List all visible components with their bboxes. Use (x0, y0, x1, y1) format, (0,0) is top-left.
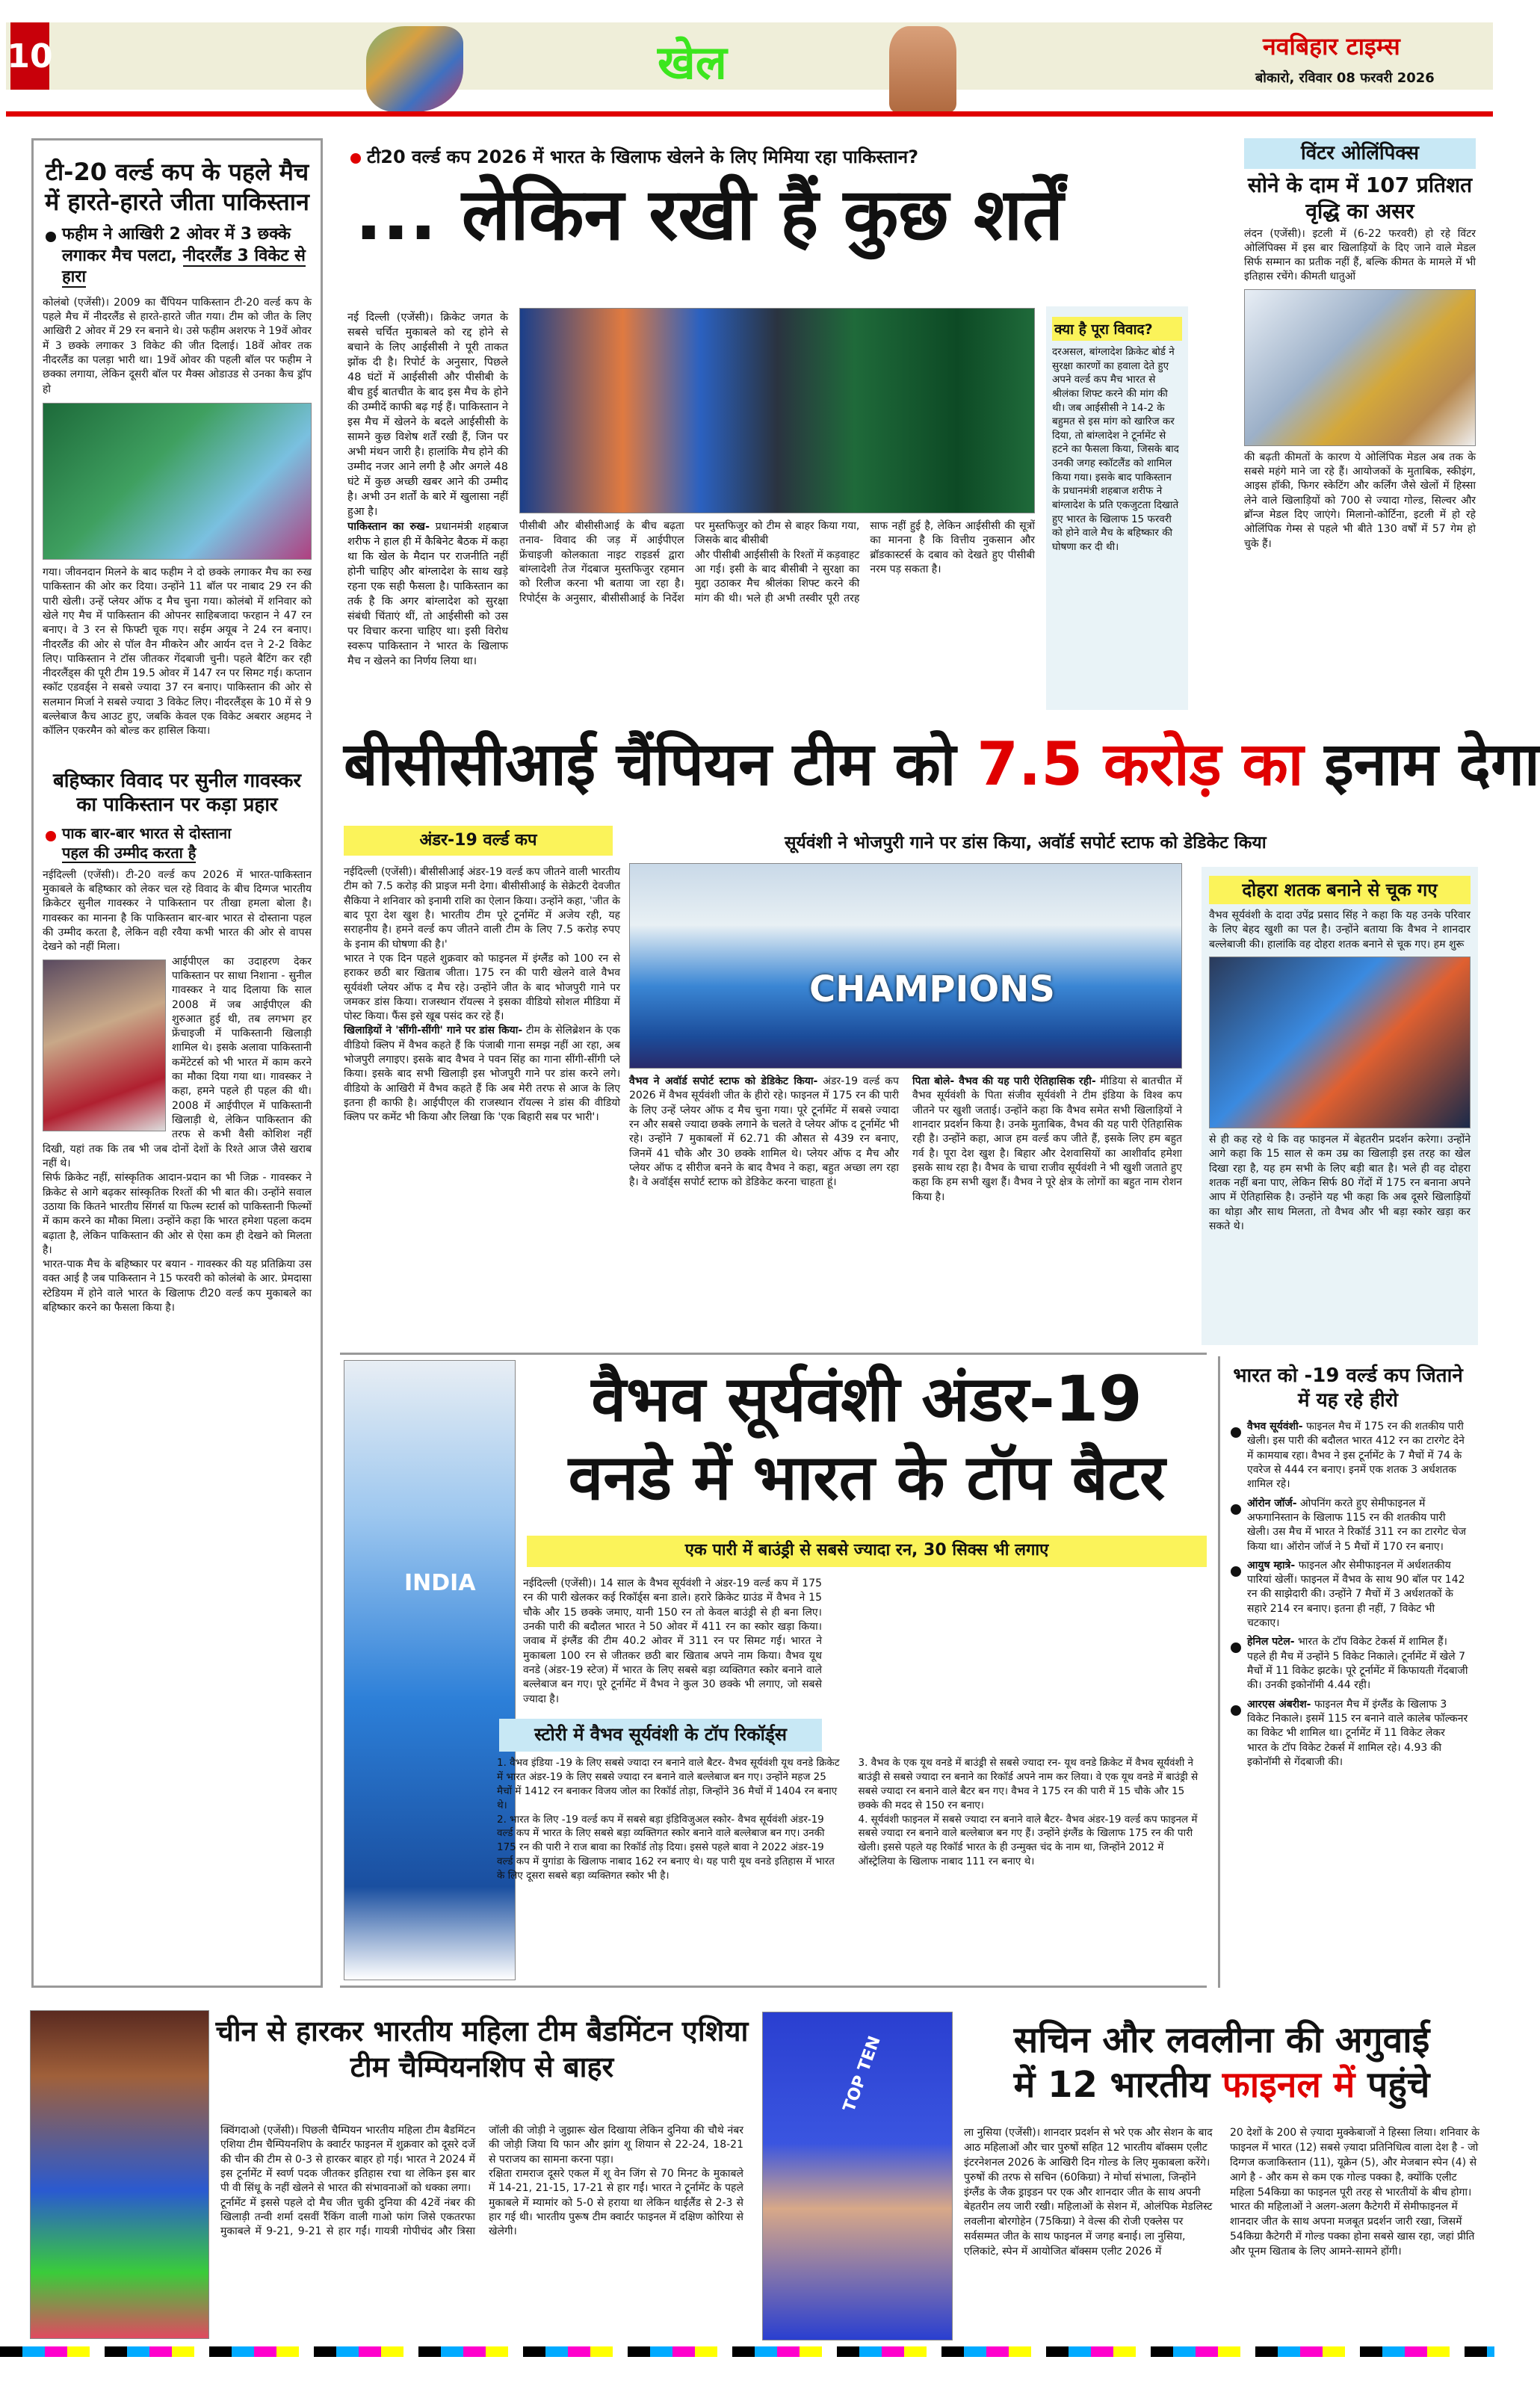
bullet-text: पाक बार-बार भारत से दोस्ताना (62, 823, 232, 842)
badminton-headline: चीन से हारकर भारतीय महिला टीम बैडमिंटन एशिया टीम चैम्पियनशिप से बाहर (215, 2015, 749, 2083)
page-number: 10 (10, 22, 49, 90)
medals-photo (1244, 289, 1476, 446)
vaibhav-headline-line2: वनडे में भारत के टॉप बैटर (568, 1441, 1166, 1514)
heroes-list (1228, 1420, 1468, 1770)
hero-text: भारत के टॉप विकेट टेकर्स में शामिल हैं। पहले ही मैच में उन्होंने 5 विकेट निकाले। टूर्नामेंट में खेले 7 मैचों में 11 विकेट झटके। पूरे टूर्नामेंट में किफायती गेंदबाजी की। उनकी इकोनॉमी 4.44 रही। (1247, 1636, 1468, 1692)
lead-body-col1 (347, 310, 508, 706)
winter-olympics-story (1244, 138, 1476, 706)
lead-body-para2: प्रधानमंत्री शहबाज शरीफ ने हाल ही में कैबिनेट बैठक में कहा था कि खेल के मैदान पर राजनीति नहीं होनी चाहिए और बांग्लादेश के साथ खड़े रहना एक सही फैसला है। पाकिस्तान का तर्क है कि अगर बांग्लादेश को सुरक्षा संबंधी चिंताएं थीं, तो आईसीसी को उस पर विचार करना चाहिए था। इसी विरोध स्वरूप पाकिस्तान ने भारत के खिलाफ मैच न खेलने का निर्णय लिया था। (347, 521, 508, 667)
record-item: 3. वैभव के एक यूथ वनडे में बाउंड्री से सबसे ज्यादा रन- यूथ वनडे क्रिकेट में वैभव सूर्यवंशी ने बाउंड्री से सबसे ज्यादा रन बनाने का रिकॉर्ड अपने नाम कर लिया। वे एक यूथ वनडे में बाउंड्री से सबसे ज्यादा रन बनाने वाले बैटर बन गए। वैभव ने 175 रन की पारी में 15 चौके और 15 छक्के की मदद से 150 रन बनाए। (858, 1757, 1199, 1811)
bcci-para: भारत ने एक दिन पहले शुक्रवार को फाइनल में इंग्लैंड को 100 रन से हराकर छठी बार खिताब जीता। 175 रन की पारी खेलने वाले वैभव सूर्यवंशी प्लेयर ऑफ द मैच रहे। उन्होंने जीत के बाद भोजपुरी गाने पर जमकर डांस किया। राजस्थान रॉयल्स ने इसका वीडियो सोशल मीडिया में पोस्ट किया। फैंस इसे खूब पसंद कर रहे हैं। (344, 952, 620, 1023)
vaibhav-strap: एक पारी में बाउंड्री से सबसे ज्यादा रन, 30 सिक्स भी लगाए (527, 1536, 1207, 1567)
lovlina-boxing-photo (762, 2012, 953, 2340)
badminton-para: टूर्नामेंट में इससे पहले दो मैच जीत चुकी दुनिया की 42वें नंबर की खिलाड़ी तन्वी शर्मा दसवीं रैंकिंग वाली गाओ फांग जिसे एकतरफा मुकाबले में 9-21, 9-21 से हार गईं। गायत्री गोपीचंद और त्रिसा जॉली की जोड़ी ने जुझारू खेल दिखाया लेकिन दुनिया की चौथे नंबर की जोड़ी जिया यि फान और झांग शू शियान से 22-24, 18-21 से पराजय का सामना करना पड़ा। (220, 2125, 743, 2238)
hero-text: फाइनल और सेमीफाइनल में अर्धशतकीय पारियां खेलीं। फाइनल में वैभव के साथ 90 बॉल पर 142 रन की साझेदारी की। उन्होंने 7 मैचों में 3 अर्धशतकों के सहारे 214 रन बनाए। इतना ही नहीं, 7 विकेट भी चटकाए। (1247, 1559, 1465, 1630)
double-century-body-cont: से ही कह रहे थे कि वह फाइनल में बेहतरीन प्रदर्शन करेगा। उन्होंने आगे कहा कि 15 साल से कम उम्र का खिलाड़ी इस तरह का खेल दिखा रहा है, यह हम सभी के लिए बड़ी बात है। भले ही वह दोहरा शतक नहीं बना पाए, लेकिन सिर्फ 80 गेंदों में 175 रन बनाना अपने आप में ऐतिहासिक है। उन्होंने यह भी कहा कि अब दूसरे खिलाड़ियों का थोड़ा और साथ मिलता, तो वैभव और भी बड़ा स्कोर खड़ा कर सकते थे। (1209, 1133, 1471, 1232)
gavaskar-body: नईदिल्ली (एजेंसी)। टी-20 वर्ल्ड कप 2026 में भारत-पाकिस्तान मुकाबले के बहिष्कार को लेकर चल रहे विवाद के बीच दिग्गज भारतीय क्रिकेटर सुनील गावस्कर ने पाकिस्तान पर तीखा हमला बोला है। गावस्कर का मानना है कि पाकिस्तान बार-बार भारत से दोस्ताना पहल की उम्मीद करता है, लेकिन वही रवैया कभी भारत की ओर से वापस देखने को नहीं मिला। (43, 868, 312, 954)
vaibhav-celebration-photo (1209, 957, 1471, 1128)
hero-name: आरएस अंबरीश- (1247, 1698, 1311, 1711)
record-item: 4. सूर्यवंशी फाइनल में सबसे ज्यादा रन बनाने वाले बैटर- वैभव अंडर-19 वर्ल्ड कप फाइनल में सबसे ज्यादा रन बनाने वाले बल्लेबाज बन गए हैं। उन्होंने इंग्लैंड के खिलाफ 175 रन की पारी खेली। इससे पहले यह रिकॉर्ड भारत के ही उन्मुक्त चंद के नाम था, जिन्होंने 2012 में ऑस्ट्रेलिया के खिलाफ नाबाद 111 रन बनाए थे। (858, 1813, 1198, 1868)
hero-item (1228, 1559, 1468, 1631)
boxing-para: 20 देशों के 200 से ज़्यादा मुक्केबाजों ने हिस्सा लिया। शनिवार के फाइनल में भारत (12) सबसे ज़्यादा प्रतिनिधित्व वाला देश है - जो दिग्गज कजाकिस्तान (11), यूक्रेन (5), और मेजबान स्पेन (4) से आगे है - और कम से कम एक गोल्ड पक्का है, क्योंकि एलीट महिला 54किग्रा का फाइनल पूरी तरह से भारतीयों के बीच होगा। भारत की महिलाओं ने अलग-अलग कैटेगरी में सेमीफाइनल में शानदार जीत के साथ अपना मजबूत प्रदर्शन जारी रखा, जिसमें 54किग्रा कैटेगरी में गोल्ड पक्का होना सबसे खास रहा, जहां प्रीति और पूनम खिताब के लिए आमने-सामने होंगी। (1230, 2127, 1479, 2258)
boxing-para: ला नुसिया (एजेंसी)। शानदार प्रदर्शन से भरे एक और सेशन के बाद आठ महिलाओं और चार पुरुषों सहित 12 भारतीय बॉक्सम एलीट इंटरनेशनल 2026 के आखिरी दिन गोल्ड के लिए मुकाबला करेंगे। पुरुषों की तरफ से सचिन (60किग्रा) ने मोर्चा संभाला, जिन्होंने इंग्लैंड के जैक ड्राइडन पर एक और शानदार जीत के साथ अपनी बेहतरीन लय जारी रखी। महिलाओं के सेशन में, ओलंपिक मेडलिस्ट लवलीना बोरगोहेन (75किग्रा) ने वेल्स की रोजी एक्लेस पर सर्वसम्मत जीत के साथ फाइनल में जगह बनाई। ला नुसिया, एलिकांटे, स्पेन में आयोजित बॉक्सम एलीट 2026 में (964, 2127, 1213, 2258)
lead-subhead: पाकिस्तान का रुख- (347, 521, 430, 533)
heroes-title: भारत को -19 वर्ल्ड कप जिताने में यह रहे हीरो (1233, 1365, 1463, 1412)
headgear-text: TOP TEN (840, 2033, 885, 2115)
color-registration-bar (0, 2346, 1494, 2357)
pak-win-headline: टी-20 वर्ल्ड कप के पहले मैच में हारते-हारते जीता पाकिस्तान (45, 158, 309, 216)
badminton-para: रक्षिता रामराज दूसरे एकल में शू वेन जिंग से 70 मिनट के मुकाबले में 14-21, 21-15, 17-21 से हार गईं। भारत ने टूर्नामेंट के पहले मुकाबले में म्यामांर को 5-0 से हराया था लेकिन थाईलैंड से 2-3 से हार गई थी। भारतीय पुरूष टीम क्वार्टर फाइनल में दक्षिण कोरिया से खेलेगी। (489, 2167, 743, 2238)
hero-item (1228, 1698, 1468, 1770)
records-title: स्टोरी में वैभव सूर्यवंशी के टॉप रिकॉर्ड्स (499, 1719, 822, 1752)
vaibhav-body: नईदिल्ली (एजेंसी)। 14 साल के वैभव सूर्यवंशी ने अंडर-19 वर्ल्ड कप में 175 रन की पारी खेलकर कई रिकॉर्ड्स बना डाले। हरारे क्रिकेट ग्राउंड में वैभव ने 15 चौके और 15 छक्के जमाए, यानी 150 रन तो केवल बाउंड्री से ही बना लिए। उनकी पारी की बदौलत भारत ने 50 ओवर में 411 रन का स्कोर खड़ा किया। जवाब में इंग्लैंड की टीम 40.2 ओवर में 311 रन पर सिमट गई। भारत ने मुकाबला 100 रन से जीतकर छठी बार खिताब अपने नाम किया। वैभव यूथ वनडे (अंडर-19 स्टेज) में भारत के लिए सबसे बड़ा व्यक्तिगत स्कोर बनाने वाले बल्लेबाज बन गए। पूरे टूर्नामेंट में वैभव ने कुल 30 छक्के भी लगाए, जो सबसे ज्यादा है। (523, 1578, 822, 1705)
vaibhav-batting-photo (344, 1360, 516, 1980)
lead-caption-para: पीसीबी और बीसीसीआई के बीच बढ़ता तनाव- विवाद की जड़ में आईपीएल फ्रेंचाइजी कोलकाता नाइट राइडर्स द्वारा बांग्लादेशी तेज गेंदबाज मुस्तफिजुर रहमान को रिलीज करना भी बताया जा रहा है। रिपोर्ट्स के अनुसार, बीसीसीआई के निर्देश पर मुस्तफिजुर को टीम से बाहर किया गया, जिसके बाद बीसीबी (519, 520, 860, 605)
bcci-headline-amount: 7.5 करोड़ का (977, 729, 1304, 799)
fahim-batting-photo (43, 403, 312, 560)
bcci-body-col1 (344, 865, 620, 1344)
gavaskar-photo (43, 960, 166, 1131)
jharkhand-map-illustration (366, 26, 463, 112)
lead-caption-para2: और पीसीबी आईसीसी के रिश्तों में कड़वाहट आ गई। इसी के बाद बीसीबी ने सुरक्षा का मुद्दा उठाकर मैच श्रीलंका शिफ्ट करने की मांग की थी। भले ही अभी तस्वीर पूरी तरह साफ नहीं हुई है, लेकिन आईसीसी की सूत्रों का मानना है कि वित्तीय नुकसान और ब्रॉडकास्टर्स के दबाव को देखते हुए पीसीबी नरम पड़ सकता है। (694, 520, 1035, 605)
bcci-para: टीम के सेलिब्रेशन के एक वीडियो क्लिप में वैभव कहते हैं कि पंजाबी गाना समझ नहीं आ रहा, अब भोजपुरी लगाइए। इसके बाद वैभव ने पवन सिंह का गाना सींगी-सींगी प्ले किया। इसके बाद सभी खिलाड़ी इस भोजपुरी गाने पर डांस करने लगे। वीडियो के आखिरी में वैभव कहते हैं कि अब मेरी तरफ से आज के लिए इतना ही काफी है। आईपीएल की राजस्थान रॉयल्स ने डांस की वीडियो क्लिप पर कमेंट भी किया और लिखा कि 'एक बिहारी सब पर भारी'। (344, 1025, 621, 1124)
masthead-rule (6, 111, 1493, 117)
record-item: 2. भारत के लिए -19 वर्ल्ड कप में सबसे बड़ा इंडिविजुअल स्कोर- वैभव सूर्यवंशी अंडर-19 वर्ल्ड कप में भारत के लिए सबसे बड़ा व्यक्तिगत स्कोर बनाने वाले बल्लेबाज बन गए। उनकी 175 रन की पारी ने राज बावा का रिकॉर्ड तोड़ दिया। इससे पहले बावा ने 2022 अंडर-19 वर्ल्ड कप में युगांडा के खिलाफ नाबाद 162 रन बनाए थे। यह पारी यूथ वनडे इतिहास में भारत के लिए दूसरा सबसे बड़ा व्यक्तिगत स्कोर भी है। (497, 1813, 835, 1882)
pak-win-body: कोलंबो (एजेंसी)। 2009 का चैंपियन पाकिस्तान टी-20 वर्ल्ड कप के पहले मैच में नीदरलैंड से हारते-हारते जीत गया। टीम को जीत के लिए आखिरी 2 ओवर में 29 रन बनाने थे। उसे फहीम अशरफ ने 19वें ओवर में 3 छक्के लगाकर 3 विकेट की जीत दिलाई। 18वें ओवर तक नीदरलैंड का पलड़ा भारी था। 19वें ओवर की पहली बॉल पर फहीम ने छक्का लगाया, लेकिन दूसरी बॉल पर मैक्स ओडाउड से उनका कैच ड्रॉप हो (43, 296, 312, 395)
badminton-para: क्विंगदाओ (एजेंसी)। पिछली चैम्पियन भारतीय महिला टीम बैडमिंटन एशिया टीम चैम्पियनशिप के क्वार्टर फाइनल में शुक्रवार को दूसरे दर्जे की चीन की टीम से 0-3 से हारकर बाहर हो गई। भारत ने 2024 में इस टूर्नामेंट में स्वर्ण पदक जीतकर इतिहास रचा था लेकिन इस बार पी वी सिंधू के नहीं खेलने से भारत की संभावनाओं को धक्का लगा। (220, 2125, 475, 2195)
lead-captions (519, 519, 1035, 706)
vaibhav-headline-line1: वैभव सूर्यवंशी अंडर-19 (591, 1362, 1142, 1436)
champions-banner: CHAMPIONS (809, 968, 1055, 1010)
records-list (497, 1756, 1203, 1984)
heroes-box (1218, 1356, 1476, 1988)
olympics-body: लंदन (एजेंसी)। इटली में (6-22 फरवरी) हो रहे विंटर ओलिंपिक्स में इस बार खिलाड़ियों के दिए जाने वाले मेडल सिर्फ सम्मान का प्रतीक नहीं हैं, बल्कि कीमत के मामले में भी इतिहास रचेंगे। कीमती धातुओं (1244, 227, 1476, 283)
bullet-text: फहीम ने आखिरी 2 ओवर में 3 छक्के लगाकर मैच पलटा, (62, 225, 291, 265)
u19-champions-photo (629, 863, 1182, 1069)
bcci-para: अंडर-19 वर्ल्ड कप 2026 में वैभव सूर्यवंशी जीत के हीरो रहे। फाइनल में 175 रन की पारी के लिए उन्हें प्लेयर ऑफ द मैच चुना गया। पूरे टूर्नामेंट में सबसे ज्यादा रन और सबसे ज्यादा छक्के लगाने के चलते वे प्लेयर ऑफ द टूर्नामेंट भी रहे। उन्होंने 7 मुकाबलों में 62.71 की औसत से 439 रन बनाए, जिनमें 41 चौके और 30 छक्के शामिल थे। प्लेयर ऑफ द मैच और प्लेयर ऑफ द सीरीज बनने के बाद वैभव ने कहा, बहुत अच्छा लग रहा है। वे अवॉर्ड्स सपोर्ट स्टाफ को डेडिकेट करना चाहता हूं। (629, 1075, 900, 1189)
archer-statue-illustration (889, 26, 956, 112)
hero-name: ऑरोन जॉर्ज- (1247, 1497, 1297, 1509)
hero-item (1228, 1497, 1468, 1554)
u19-label: अंडर-19 वर्ल्ड कप (344, 826, 613, 856)
bcci-subhead4: पिता बोले- वैभव की यह पारी ऐतिहासिक रही- (912, 1075, 1096, 1087)
lead-body-para: नई दिल्ली (एजेंसी)। क्रिकेट जगत के सबसे चर्चित मुकाबले को रद्द होने से बचाने के लिए आईसीसी ने पूरी ताकत झोंक दी है। रिपोर्ट के अनुसार, पिछले 48 घंटों में आईसीसी और पीसीबी के बीच हुई बातचीत के बाद इस मैच के होने की उम्मीदें काफी बढ़ गई हैं। पाकिस्तान ने इस मैच में खेलने के बदले आईसीसी के सामने कुछ विशेष शर्तें रखी हैं, जिन पर अभी मंथन जारी है। हालांकि मैच होने की उम्मीद नजर आने लगी है और अगले 48 घंटे में कुछ अच्छी खबर आने की उम्मीद है। अभी उन शर्तों के बारे में खुलासा नहीं हुआ है। (347, 312, 508, 518)
hero-name: वैभव सूर्यवंशी- (1247, 1421, 1303, 1433)
double-century-body: वैभव सूर्यवंशी के दादा उपेंद्र प्रसाद सिंह ने कहा कि यह उनके परिवार के लिए बेहद खुशी का पल है। उन्होंने बताया कि वैभव ने शानदार बल्लेबाजी की। हालांकि वह दोहरा शतक बनाने से चूक गए। हम शुरू (1209, 909, 1471, 951)
gavaskar-ipl-para: आईपीएल का उदाहरण देकर पाकिस्तान पर साधा निशाना - सुनील गावस्कर ने याद दिलाया कि साल 2008 में जब आईपीएल की शुरुआत हुई थी, तब लगभग हर फ्रेंचाइजी में पाकिस्तानी खिलाड़ी शामिल थे। इसके अलावा पाकिस्तानी कमेंटेटर्स को भी भारत में काम करने का मौका दिया गया था। गावस्कर ने कहा, हमने पहले ही पहल की थी। 2008 में आईपीएल में पाकिस्तानी खिलाड़ी थे, लेकिन पाकिस्तान की तरफ से कभी वैसी कोशिश नहीं दिखी, यहां तक कि तब भी जब दोनों देशों के रिश्ते आज जैसे खराब नहीं थे। (43, 955, 312, 1169)
badminton-body (220, 2124, 743, 2340)
olympics-headline: सोने के दाम में 107 प्रतिशत वृद्धि का असर (1247, 172, 1473, 223)
bullet-underlined: नीदरलैंड 3 विकेट से हारा (62, 246, 306, 287)
lead-kicker: टी20 वर्ल्ड कप 2026 में भारत के खिलाफ खेलने के लिए मिमिया रहा पाकिस्तान? (347, 146, 1192, 169)
bcci-subhead2: खिलाड़ियों ने 'सींगी-सींगी' गाने पर डांस किया- (344, 1025, 523, 1037)
t20-lead-story (347, 146, 1192, 265)
hero-name: हेनिल पटेल- (1247, 1636, 1295, 1648)
boxing-headline-part: पहुंचे (1367, 2064, 1430, 2106)
newspaper-logo: नवबिहार टाइम्स (1263, 32, 1400, 61)
bcci-subhead3: वैभव ने अवॉर्ड सपोर्ट स्टाफ को डेडिकेट किया- (629, 1075, 818, 1087)
olympics-label: विंटर ओलिंपिक्स (1244, 138, 1476, 169)
bcci-subhead: सूर्यवंशी ने भोजपुरी गाने पर डांस किया, अवॉर्ड सपोर्ट स्टाफ को डेडिकेट किया (785, 833, 1267, 853)
section-title: खेल (658, 35, 727, 90)
pak-win-bullet (43, 224, 312, 288)
hero-item (1228, 1420, 1468, 1492)
boxing-headline-line1: सचिन और लवलीना की अगुवाई (1013, 2019, 1430, 2061)
bcci-headline-part: इनाम देगा (1324, 729, 1540, 799)
bcci-body-cols (629, 1075, 1182, 1344)
gavaskar-culture-para: सिर्फ क्रिकेट नहीं, सांस्कृतिक आदान-प्रदान का भी जिक्र - गावस्कर ने क्रिकेट से आगे बढ़कर सांस्कृतिक रिश्तों की भी बात की। उन्होंने सवाल उठाया कि कितने भारतीय सिंगर्स या फिल्म स्टार्स को पाकिस्तानी फिल्मों में काम करने का मौका मिला। उन्होंने कहा कि भारत हमेशा पहला कदम बढ़ाता है, लेकिन पाकिस्तान की ओर से ऐसा कम ही देखने को मिलता है। (43, 1172, 312, 1256)
lead-headline: ... लेकिन रखी हैं कुछ शर्तें (355, 173, 1064, 257)
dispute-box (1046, 306, 1188, 710)
bcci-headline (344, 729, 1540, 800)
record-item: 1. वैभव इंडिया -19 के लिए सबसे ज्यादा रन बनाने वाले बैटर- वैभव सूर्यवंशी यूथ वनडे क्रिकेट में भारत अंडर-19 के लिए सबसे ज्यादा रन बनाने वाले बल्लेबाज बन गए। उन्होंने महज 25 मैचों में 1412 रन बनाकर विजय जोल का रिकॉर्ड तोड़ा, जिन्होंने 36 मैचों में 1404 रन बनाए थे। (497, 1757, 840, 1811)
hero-text: ओपनिंग करते हुए सेमीफाइनल में अफगानिस्तान के खिलाफ 115 रन की शतकीय पारी खेली। उस मैच में भारत ने रिकॉर्ड 311 रन का टारगेट चेज किया था। ऑरोन जॉर्ज ने 5 मैचों में 170 रन बनाए। (1247, 1497, 1466, 1553)
hero-name: आयुष म्हात्रे- (1247, 1559, 1296, 1572)
dispute-body: दरअसल, बांग्लादेश क्रिकेट बोर्ड ने सुरक्षा कारणों का हवाला देते हुए अपने वर्ल्ड कप मैच भारत से श्रीलंका शिफ्ट करने की मांग की थी। जब आईसीसी ने 14-2 के बहुमत से इस मांग को खारिज कर दिया, तो बांग्लादेश ने टूर्नामेंट से हटने का फैसला किया, जिसके बाद उनकी जगह स्कॉटलैंड को शामिल किया गया। इसके बाद पाकिस्तान के प्रधानमंत्री शहबाज शरीफ ने बांग्लादेश के प्रति एकजुटता दिखाते हुए भारत के खिलाफ 15 फरवरी को होने वाले मैच के बहिष्कार की घोषणा कर दी थी। (1052, 346, 1179, 553)
india-pakistan-players-photo (519, 308, 1035, 513)
hero-text: फाइनल मैच में इंग्लैंड के खिलाफ 3 विकेट निकाले। इसमें 115 रन बनाने वाले कालेब फॉल्कनर का विकेट भी शामिल था। टूर्नामेंट में 11 विकेट लेकर भारत के टॉप विकेट टेकर्स में शामिल रहे। 4.93 की इकोनॉमी से गेंदबाजी की। (1247, 1698, 1468, 1768)
gavaskar-boycott-para: भारत-पाक मैच के बहिष्कार पर बयान - गावस्कर की यह प्रतिक्रिया उस वक्त आई है जब पाकिस्तान ने 15 फरवरी को कोलंबो के आर. प्रेमदासा स्टेडियम में होने वाले भारत के खिलाफ टी20 वर्ल्ड कप मुकाबले का बहिष्कार करने का फैसला किया है। (43, 1258, 312, 1314)
bcci-para: मीडिया से बातचीत में वैभव सूर्यवंशी के पिता संजीव सूर्यवंशी ने टीम इंडिया के विश्व कप जीतने पर खुशी जताई। उन्होंने कहा कि वैभव समेत सभी खिलाड़ियों ने शानदार प्रदर्शन किया है। उनके मुताबिक, वैभव की यह पारी ऐतिहासिक रही है। उन्होंने कहा, आज हम वर्ल्ड कप जीते हैं, इसके लिए हम बहुत गर्व है। पूरा देश खुश है। बिहार और देशवासियों का आशीर्वाद हमेशा इसके साथ रहा है। वैभव के चाचा राजीव सूर्यवंशी ने भी खुशी जताते हुए कहा कि हम सभी खुश हैं। वैभव ने पूरे क्षेत्र के लोगों का बहुत नाम रोशन किया है। (912, 1075, 1182, 1203)
boxing-headline-red: फाइनल में (1222, 2064, 1355, 2106)
bullet-underlined: पहल की उम्मीद करता है (62, 843, 197, 862)
gavaskar-headline: बहिष्कार विवाद पर सुनील गावस्कर का पाकिस्तान पर कड़ा प्रहार (52, 769, 302, 817)
hero-text: फाइनल मैच में 175 रन की शतकीय पारी खेली। इस पारी की बदौलत भारत 412 रन का टारगेट देने में कामयाब रहा। वैभव ने इस टूर्नामेंट के 7 मैचों में 74 के एवरेज से 444 रन बनाए। इनमें एक शतक 3 अर्धशतक शामिल रहे। (1247, 1421, 1465, 1491)
dateline: बोकारो, रविवार 08 फरवरी 2026 (1255, 70, 1435, 86)
badminton-player-photo (30, 2010, 209, 2339)
pak-win-body-cont: गया। जीवनदान मिलने के बाद फहीम ने दो छक्के लगाकर मैच का रुख पाकिस्तान की ओर कर दिया। उन्होंने 11 बॉल पर नाबाद 29 रन की पारी खेली। उन्हें प्लेयर ऑफ द मैच चुना गया। कोलंबो में शनिवार को खेले गए मैच में पाकिस्तान की ओपनर साहिबजादा फरहान ने 47 रन बनाए। वे 3 रन से फिफ्टी चूक गए। सईम अयूब ने 24 रन बनाए। नीदरलैंड की ओर से पॉल वैन मीकरेन और आर्यन दत्त ने 2-2 विकेट लिए। पाकिस्तान ने टॉस जीतकर गेंदबाजी चुनी। पहले बैटिंग कर रही नीदरलैंड्स की पूरी टीम 19.5 ओवर में 147 रन पर सिमट गई। कप्तान स्कॉट एडवर्ड्स ने सबसे ज्यादा 37 रन बनाए। पाकिस्तान की ओर से सलमान मिर्जा ने सबसे ज्यादा 3 विकेट लिए। नीदरलैंड्स के 10 में से 9 बल्लेबाज कैच आउट हुए, जबकि केवल एक विकेट अबरार अहमद ने कॉलिन एकरमैन को बोल्ड कर हासिल किया। (43, 566, 312, 738)
boxing-body (964, 2126, 1479, 2343)
double-century-title: दोहरा शतक बनाने से चूक गए (1209, 876, 1471, 904)
olympics-body-cont: की बढ़ती कीमतों के कारण ये ओलिंपिक मेडल अब तक के सबसे महंगे माने जा रहे हैं। आयोजकों के मुताबिक, स्कीइंग, आइस हॉकी, फिगर स्केटिंग और कर्लिंग जैसे खेलों में हिस्सा लेने वाले खिलाड़ियों को 700 से ज्यादा गोल्ड, सिल्वर और ब्रॉन्ज मेडल दिए जाएंगे। मिलानो-कोर्टिना, इटली में हो रहे ओलिंपिक गेम्स से पहले भी बीते 130 वर्षों में 57 गेम हो चुके हैं। (1244, 451, 1476, 550)
boxing-headline (964, 2018, 1479, 2107)
hero-item (1228, 1635, 1468, 1693)
boxing-headline-part: में 12 भारतीय (1013, 2064, 1210, 2106)
gavaskar-bullet (43, 823, 312, 862)
left-column (31, 138, 323, 1988)
bcci-headline-part: बीसीसीआई चैंपियन टीम को (344, 729, 956, 799)
vaibhav-headline (516, 1360, 1218, 1517)
bcci-para: नईदिल्ली (एजेंसी)। बीसीसीआई अंडर-19 वर्ल्ड कप जीतने वाली भारतीय टीम को 7.5 करोड़ की प्राइज मनी देगा। बीसीसीआई के सेक्रेटरी देवजीत सैकिया ने शनिवार को इनामी राशि का ऐलान किया। उन्होंने कहा, 'जीत के बाद पूरा देश खुश है। भारतीय टीम पूरे टूर्नामेंट में अजेय रही, यह सराहनीय है। हमने वर्ल्ड कप जीतने वाली टीम के लिए 7.5 करोड़ रुपए के इनाम की घोषणा की है।' (344, 866, 620, 951)
double-century-box (1202, 867, 1478, 1345)
india-jersey-text: INDIA (404, 1570, 476, 1596)
dispute-title: क्या है पूरा विवाद? (1052, 317, 1182, 341)
